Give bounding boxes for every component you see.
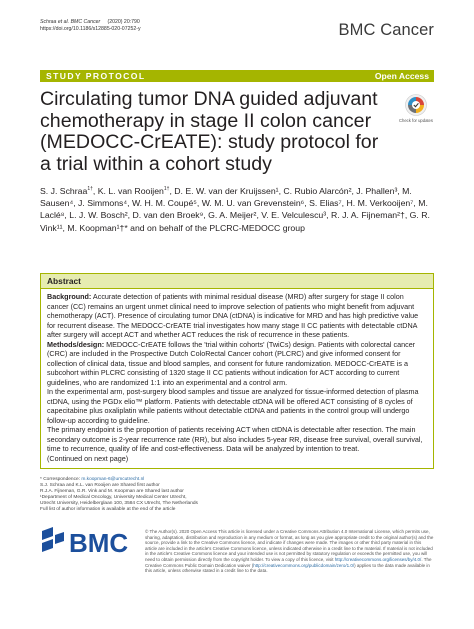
methods-label: Methods/design:: [47, 339, 105, 349]
license-text: © The Author(s). 2020 Open Access This article is licensed under a Creative Commons Attribution 4.0 International License, which permits use, sharing, adaptation, distribution and reproduction in any medium or format, as long as you give appropriate credit to the original author(s) and the source, provide a link to the Creative Commons licence, and indicate if changes were made. The images or other third party material in this article are included in the article's Creative Commons licence, unless indicated otherwise in a credit line to the material. If material is not included in the article's Creative Commons licence and your intended use is not permitted by statutory regulation or exceeds the permitted use, you will need to obtain permission directly from the copyright holder. To view a copy of this licence, visit: [145, 529, 434, 562]
author-first: S. J. Schraa: [40, 185, 88, 196]
article-type-label: STUDY PROTOCOL: [46, 71, 146, 81]
author-second: , K. L. van Rooijen: [92, 185, 164, 196]
abstract-box: [40, 273, 434, 469]
journal-name: BMC Cancer: [338, 21, 434, 39]
shared-last-note: R.J.A. Fijneman, G.R. Vink and M. Koopman are Shared last author: [40, 489, 184, 494]
license-link-cc0[interactable]: http://creativecommons.org/publicdomain/zero/1.0/: [253, 562, 355, 568]
license-text-2: . The Creative Commons Public Domain Dedication waiver (: [145, 556, 432, 568]
correspondence-email[interactable]: m.koopman-6@umcutrecht.nl: [81, 477, 145, 482]
author-first-sup: 1†: [87, 186, 93, 192]
author-rest: , D. E. W. van der Kruijssen¹, C. Rubio Alarcón², J. Phallen³, M. Sausen⁴, J. Simmons⁴, W. H. M. Coupé⁵, W. M. U. van Grevenstein⁶, S. Elias⁷, H. M. Verkooijen⁷, M. Laclé⁸, L. J. W. Bosch², D. van den Broek⁹, G. A. Meijer², V. E. Velculescu³, R. J. A. Fijneman²†, G. R. Vink¹¹, M. Koopman¹†* and on behalf of the PLCRC-MEDOCC group: [40, 185, 430, 233]
citation-authors: Schraa et al.: [40, 19, 70, 25]
author-list: [40, 183, 434, 234]
abstract-para2: In the experimental arm, post-surgery blood samples and tissue are analyzed for tissue-informed detection of plasma ctDNA, using the PGDx elio™ platform. Patients with detectable ctDNA will be offered ACT consisting of 8 cycles of capecitabine plus oxaliplatin while patients without detectable ctDNA and patients in the control group will undergo follow-up according to guideline.: [47, 387, 419, 425]
abstract-methods: [47, 340, 427, 388]
doi-link[interactable]: https://doi.org/10.1186/s12885-020-07252-y: [40, 26, 141, 32]
abstract-heading: Abstract: [41, 274, 433, 289]
citation-year-volume: (2020) 20:790: [107, 19, 140, 25]
publisher-logo-text: BMC: [69, 528, 129, 558]
shared-first-note: S.J. Schraa and K.L. van Rooijen are Shared first author: [40, 483, 160, 488]
background-text: Accurate detection of patients with minimal residual disease (MRD) after surgery for stage II colon cancer (CC) remains an urgent unmet clinical need to improve selection of patients who might benefit from adjuvant chemotherapy (ACT). Presence of circulating tumor DNA (ctDNA) is indicative for MRD and has high predictive value for recurrent disease. The MEDOCC-CrEATE trial investigates how many stage II CC patients with detectable ctDNA after surgery will accept ACT and whether ACT reduces the risk of recurrence in these patients.: [47, 292, 419, 339]
continued-note: (Continued on next page): [47, 453, 129, 463]
affiliation-note: ¹Department of Medical Oncology, University Medical Center Utrecht, Utrecht University, Heidelberglaan 100, 3584 CX Utrecht, The Netherlands: [40, 495, 198, 506]
article-type-band: [40, 70, 434, 82]
open-access-label: Open Access: [374, 71, 429, 81]
check-for-updates-label: Check for updates: [399, 118, 433, 123]
correspondence-label: * Correspondence:: [40, 477, 82, 482]
background-label: Background:: [47, 292, 92, 301]
license-statement: [145, 529, 434, 574]
check-for-updates-icon: [405, 94, 427, 116]
license-link-cc-by[interactable]: http://creativecommons.org/licenses/by/4.0/: [334, 556, 422, 562]
bmc-logo-icon: [40, 526, 135, 558]
author-info-note: Full list of author information is available at the end of the article: [40, 507, 176, 512]
citation-journal: BMC Cancer: [70, 19, 101, 25]
abstract-background: [47, 292, 427, 340]
abstract-para3: The primary endpoint is the proportion of patients receiving ACT when ctDNA is detectable after resection. The main secondary outcome is 2-year recurrence rate (RR), but also includes 5-year RR, disease free survival, overall survival, time to recurrence, quality of life and cost-effectiveness. Data will be analyzed by intention to treat.: [47, 425, 423, 453]
check-for-updates-button[interactable]: [399, 94, 433, 123]
methods-text: MEDOCC-CrEATE follows the 'trial within cohorts' (TwiCs) design. Patients with colorectal cancer (CRC) are included in the Prospective Dutch ColoRectal Cancer cohort (PLCRC) and give informed consent for collection of clinical data, tissue and blood samples, and consent for future randomization. MEDOCC-CrEATE is a subcohort within PLCRC consisting of 1320 stage II CC patients without indication for ACT according to current guidelines, who are randomized 1:1 into an experimental and a control arm.: [47, 339, 416, 387]
license-text-3: ) applies to the data made available in this article, unless otherwise stated in a credit line to the data.: [145, 562, 430, 574]
author-second-sup: 1†: [163, 186, 170, 192]
article-title: Circulating tumor DNA guided adjuvant chemotherapy in stage II colon cancer (MEDOCC-CrEATE): study protocol for a trial within a cohort study: [40, 88, 379, 175]
citation-block: [40, 19, 141, 33]
footnotes: [40, 477, 200, 513]
abstract-body: [41, 289, 433, 463]
